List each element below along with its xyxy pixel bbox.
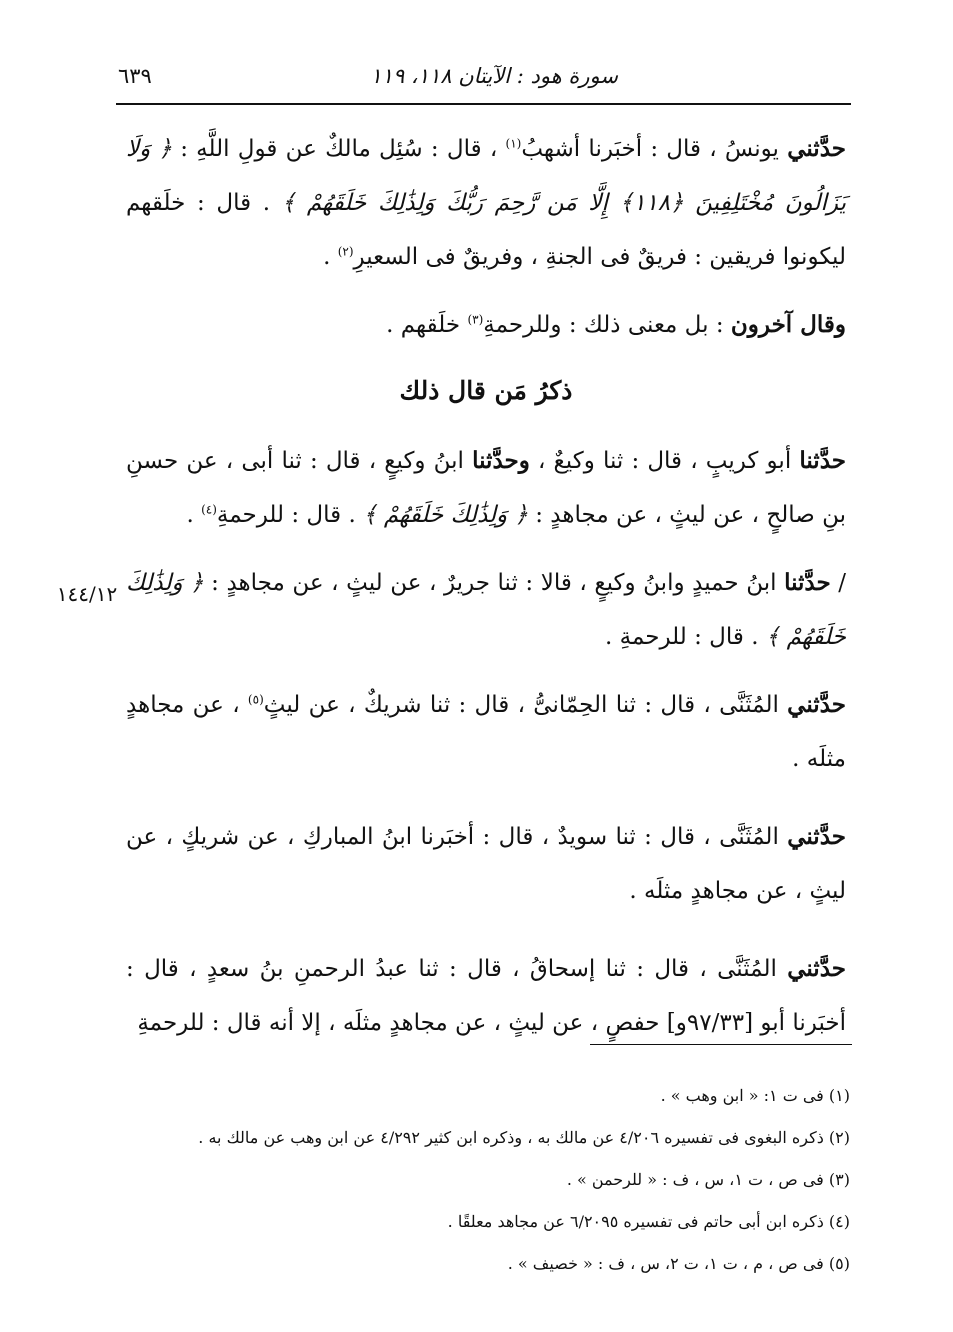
footnote-ref-5[interactable]: (٥) bbox=[247, 692, 264, 707]
page-break-slash: / bbox=[830, 570, 847, 596]
paragraph-6 bbox=[126, 810, 846, 918]
page-number: ٦٣٩ bbox=[118, 64, 152, 88]
footnote-ref-4[interactable]: (٤) bbox=[201, 502, 217, 517]
footnote-5: (٥) فى ص ، م ، ت ١، ت ٢، س ، ف : « خصيف » . bbox=[507, 1254, 850, 1273]
quran-quote: ﴿ وَلَا يَزَالُونَ مُخْتَلِفِينَ ﴿١١٨﴾ إِلَّا مَن رَّحِمَ رَبُّكَ وَلِذَٰلِكَ خَلَقَهُمْ ﴾ bbox=[126, 136, 846, 216]
running-header bbox=[118, 58, 848, 94]
footnote-ref-2[interactable]: (٢) bbox=[337, 244, 354, 259]
paragraph-2 bbox=[126, 298, 846, 352]
text: : بل معنى ذلك : وللرحمةِ bbox=[483, 312, 731, 338]
narration-lead: حدَّثني bbox=[787, 691, 846, 718]
narration-lead: حدَّثنا bbox=[799, 447, 846, 474]
paragraph-5 bbox=[126, 678, 846, 786]
quran-quote: ﴿ وَلِذَٰلِكَ خَلَقَهُمْ ﴾ bbox=[126, 570, 846, 650]
footnote-rule bbox=[590, 1044, 852, 1045]
footnote-1: (١) فى ت ١: « ابن وهب » . bbox=[660, 1086, 850, 1105]
narration-lead: حدَّثني bbox=[787, 135, 846, 162]
main-text bbox=[126, 122, 846, 1064]
paragraph-7 bbox=[126, 942, 846, 1050]
manuscript-ref: [٩٧/٣٣و] bbox=[666, 1010, 754, 1036]
text: حفصٍ ، عن ليثٍ ، عن مجاهدٍ مثلَه ، إلا أنه قال : للرحمةِ bbox=[137, 1010, 667, 1036]
text: . قال : خلَقهم ليكونوا فريقين : فريقٌ فى الجنةِ ، وفريقٌ فى السعيرِ bbox=[126, 190, 846, 270]
running-title: سورة هود : الآيتان ١١٨، ١١٩ bbox=[370, 64, 618, 88]
text: المُثَنَّى ، قال : ثنا سويدٌ ، قال : أخبَرنا ابنُ المباركِ ، عن شريكٍ ، عن ليثٍ ، عن مجاهدٍ مثلَه . bbox=[126, 824, 846, 904]
footnotes bbox=[110, 1075, 850, 1285]
narration-lead-2: وحدَّثنا bbox=[472, 447, 530, 474]
text: ابنُ وكيعٍ ، قال : ثنا أبى ، عن حسنِ بنِ صالحٍ ، عن ليثٍ ، عن مجاهدٍ : bbox=[126, 448, 846, 528]
text: ، عن مجاهدٍ مثلَه . bbox=[126, 692, 846, 772]
narration-lead: حدَّثني bbox=[787, 955, 846, 982]
header-rule bbox=[116, 103, 851, 105]
text: أبو كريبٍ ، قال : ثنا وكيعٌ ، bbox=[529, 448, 800, 474]
footnote-4: (٤) ذكره ابن أبى حاتم فى تفسيره ٦/٢٠٩٥ عن مجاهد معلقًا . bbox=[447, 1212, 850, 1231]
footnote-3: (٣) فى ص ، ت ١، س ، ف : « للرحمن » . bbox=[566, 1170, 850, 1189]
text: . bbox=[186, 502, 202, 528]
section-heading: ذكرُ مَن قال ذلك bbox=[399, 376, 573, 405]
text: . bbox=[323, 244, 338, 270]
footnote-ref-3[interactable]: (٣) bbox=[467, 312, 484, 327]
footnote-ref-1[interactable]: (١) bbox=[505, 136, 522, 151]
paragraph-3 bbox=[126, 434, 846, 542]
text: ابنُ حميدٍ وابنُ وكيعٍ ، قالا : ثنا جريرٌ ، عن ليثٍ ، عن مجاهدٍ : bbox=[203, 570, 785, 596]
text: المُثَنَّى ، قال : ثنا إسحاقُ ، قال : ثنا عبدُ الرحمنِ بنُ سعدٍ ، قال : أخبَرنا أبو bbox=[126, 956, 846, 1036]
footnote-2: (٢) ذكره البغوى فى تفسيره ٤/٢٠٦ عن مالك به ، وذكره ابن كثير ٤/٢٩٢ عن ابن وهب عن مالك به . bbox=[198, 1128, 850, 1147]
text: المُثَنَّى ، قال : ثنا الحِمّانىُّ ، قال : ثنا شريكٌ ، عن ليثٍ bbox=[263, 692, 788, 718]
margin-reference: ١٤٤/١٢ bbox=[56, 582, 118, 606]
narration-lead: حدَّثنا bbox=[784, 569, 831, 596]
paragraph-4 bbox=[126, 556, 846, 664]
paragraph-1 bbox=[126, 122, 846, 284]
narration-lead: وقال آخرون bbox=[730, 311, 846, 338]
text: يونسُ ، قال : أخبَرنا أشهبُ bbox=[521, 136, 788, 162]
text: ، قال : سُئِل مالكٌ عن قولِ اللَّهِ : bbox=[171, 136, 506, 162]
text: . قال : للرحمةِ . bbox=[605, 624, 766, 650]
text: خلَقهم . bbox=[386, 312, 468, 338]
quran-quote: ﴿ وَلِذَٰلِكَ خَلَقَهُمْ ﴾ bbox=[363, 502, 528, 528]
text: . قال : للرحمةِ bbox=[216, 502, 364, 528]
narration-lead: حدَّثني bbox=[787, 823, 846, 850]
